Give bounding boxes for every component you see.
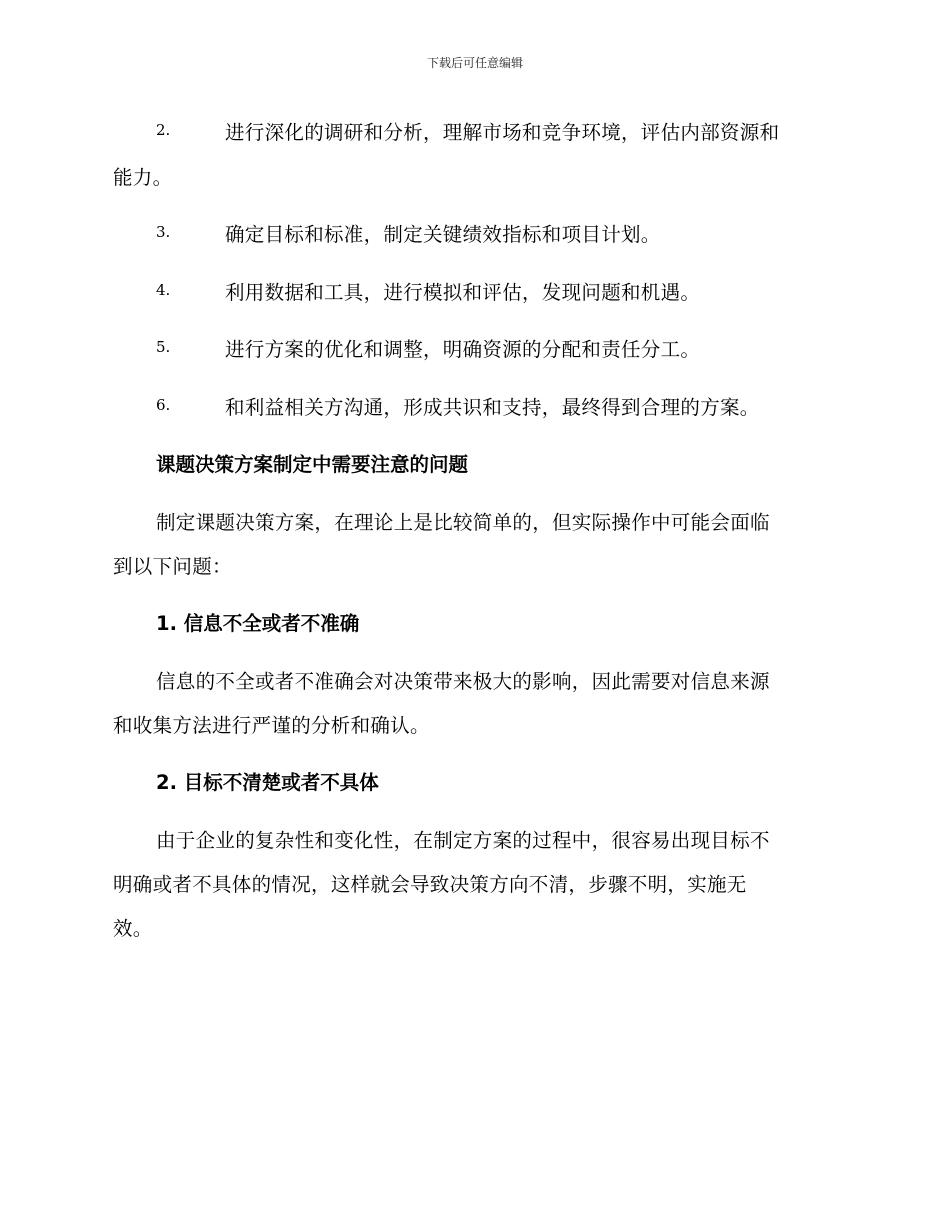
subheading-1: 1. 信息不全或者不准确 [156, 612, 360, 635]
list-number: 2. [156, 121, 171, 139]
paragraph-line: 由于企业的复杂性和变化性，在制定方案的过程中，很容易出现目标不 [156, 829, 770, 852]
section-heading: 课题决策方案制定中需要注意的问题 [156, 453, 469, 476]
list-number: 4. [156, 281, 171, 299]
list-item-text: 和利益相关方沟通，形成共识和支持，最终得到合理的方案。 [225, 396, 760, 419]
list-item-text: 进行深化的调研和分析，理解市场和竞争环境，评估内部资源和 [225, 121, 780, 144]
list-item-text: 进行方案的优化和调整，明确资源的分配和责任分工。 [225, 338, 701, 361]
list-number: 5. [156, 338, 171, 356]
intro-paragraph-line: 制定课题决策方案，在理论上是比较简单的，但实际操作中可能会面临 [156, 511, 770, 534]
subheading-2: 2. 目标不清楚或者不具体 [156, 771, 379, 794]
intro-paragraph-line: 到以下问题： [113, 555, 232, 578]
list-item-text: 确定目标和标准，制定关键绩效指标和项目计划。 [225, 223, 661, 246]
list-item-continuation: 能力。 [113, 166, 173, 189]
page-header: 下载后可任意编辑 [426, 56, 523, 70]
paragraph-line: 和收集方法进行严谨的分析和确认。 [113, 714, 430, 737]
paragraph-line: 明确或者不具体的情况，这样就会导致决策方向不清，步骤不明，实施无 [113, 873, 747, 896]
paragraph-line: 效。 [113, 917, 153, 940]
paragraph-line: 信息的不全或者不准确会对决策带来极大的影响，因此需要对信息来源 [156, 670, 770, 693]
list-number: 6. [156, 396, 171, 414]
list-item-text: 利用数据和工具，进行模拟和评估，发现问题和机遇。 [225, 281, 701, 304]
list-number: 3. [156, 223, 171, 241]
